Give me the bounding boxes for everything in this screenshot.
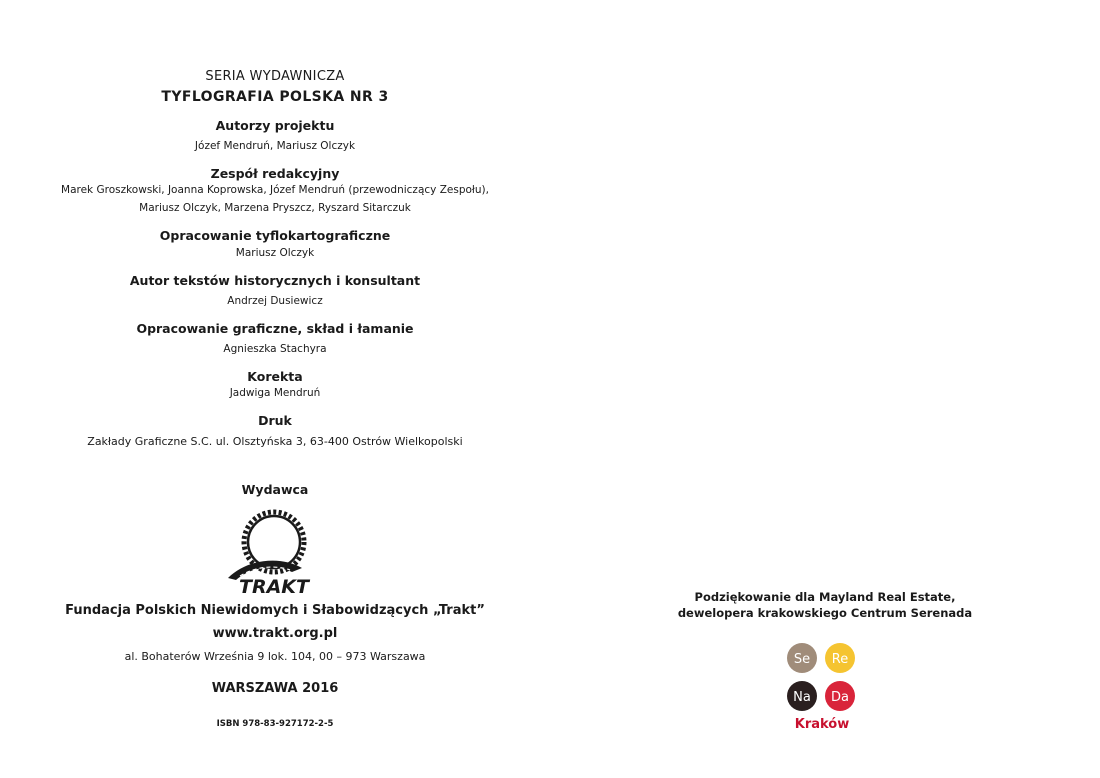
serenada-re-label: Re: [831, 652, 849, 667]
credit-value-historical-texts: Andrzej Dusiewicz: [227, 295, 323, 307]
credit-heading-tactile-cartography: Opracowanie tyflokartograficzne: [159, 228, 391, 243]
credit-value-editorial-team-line2: Mariusz Olczyk, Marzena Pryszcz, Ryszard Sitarczuk: [139, 202, 411, 214]
acknowledgement-line1: Podziękowanie dla Mayland Real Estate,: [694, 590, 956, 604]
acknowledgement-line2: dewelopera krakowskiego Centrum Serenada: [677, 606, 973, 620]
credit-value-editorial-team-line1: Marek Groszkowski, Joanna Koprowska, Józef Mendruń (przewodniczący Zespołu),: [61, 184, 489, 196]
credit-heading-print: Druk: [258, 413, 292, 428]
serenada-se-label: Se: [793, 652, 811, 667]
publisher-heading: Wydawca: [241, 482, 309, 497]
publication-place-year: WARSZAWA 2016: [211, 681, 339, 696]
credit-heading-historical-texts: Autor tekstów historycznych i konsultant: [129, 273, 421, 288]
isbn: ISBN 978-83-927172-2-5: [216, 719, 334, 729]
credit-value-tactile-cartography: Mariusz Olczyk: [235, 247, 315, 259]
serenada-krakow-logo: [782, 640, 862, 735]
acknowledgement-page: [550, 0, 1100, 778]
credit-heading-proofreading: Korekta: [247, 369, 303, 384]
publisher-address: al. Bohaterów Września 9 lok. 104, 00 – 973 Warszawa: [124, 650, 426, 663]
trakt-logo: [222, 508, 328, 596]
credit-value-authors: Józef Mendruń, Mariusz Olczyk: [194, 140, 356, 152]
trakt-logo-wordmark: TRAKT: [239, 576, 309, 596]
credit-value-print: Zakłady Graficzne S.C. ul. Olsztyńska 3, 63-400 Ostrów Wielkopolski: [87, 435, 463, 448]
publisher-website: www.trakt.org.pl: [212, 626, 338, 641]
serenada-da-label: Da: [831, 690, 849, 705]
series-label: SERIA WYDAWNICZA: [205, 69, 345, 84]
publisher-name: Fundacja Polskich Niewidomych i Słabowidzących „Trakt”: [65, 603, 485, 618]
credit-heading-authors: Autorzy projektu: [215, 118, 335, 133]
credit-value-graphic-design: Agnieszka Stachyra: [223, 343, 327, 355]
credit-value-proofreading: Jadwiga Mendruń: [229, 387, 321, 399]
series-title: TYFLOGRAFIA POLSKA NR 3: [161, 89, 389, 105]
credit-heading-graphic-design: Opracowanie graficzne, skład i łamanie: [136, 321, 414, 336]
serenada-city-label: Kraków: [794, 717, 850, 732]
serenada-na-label: Na: [793, 690, 811, 705]
credit-heading-editorial-team: Zespół redakcyjny: [210, 166, 340, 181]
